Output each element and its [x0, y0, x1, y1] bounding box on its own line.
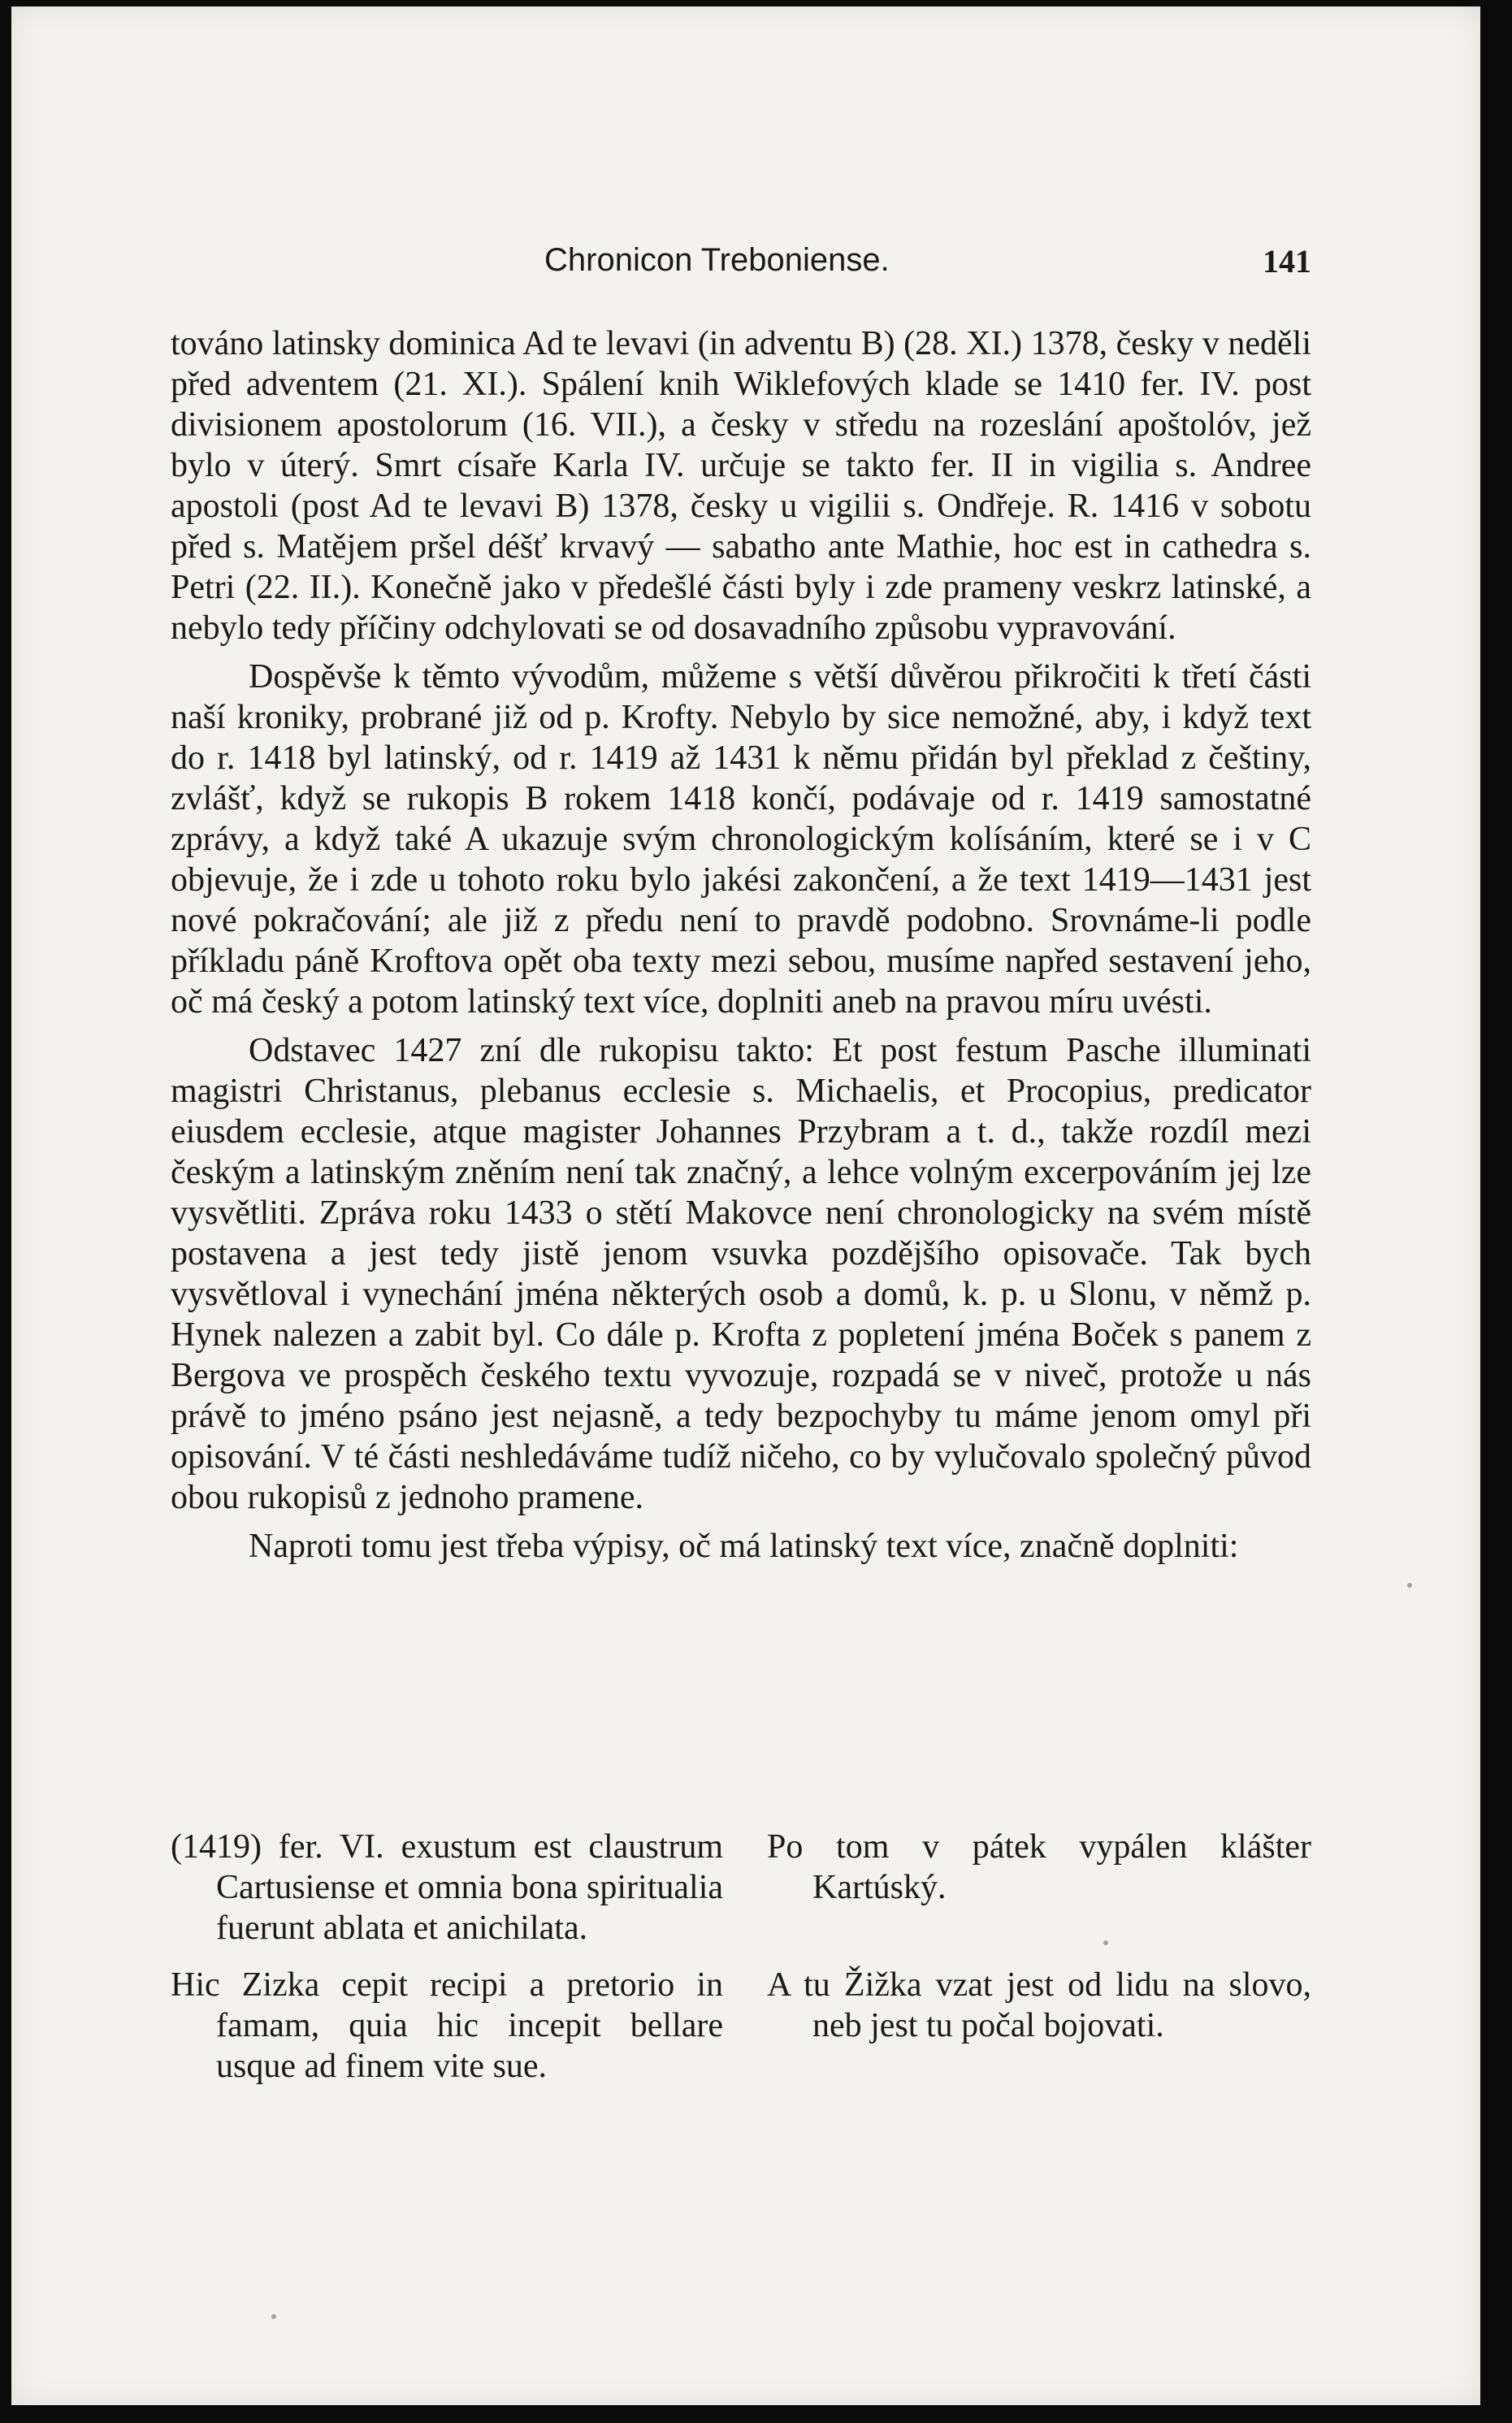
czech-entry: Po tom v pátek vypálen klášter Kartúský. — [767, 1828, 1311, 1906]
latin-entry: Hic Zizka cepit recipi a pretorio in famam, quia hic incepit bellare usque ad finem vite sue. — [171, 1966, 723, 2085]
czech-entry: A tu Žižka vzat jest od lidu na slovo, neb jest tu počal bojovati. — [767, 1966, 1311, 2044]
running-header — [171, 242, 1311, 299]
page-number: 141 — [1263, 243, 1311, 280]
parallel-entry — [171, 1827, 1311, 1948]
dust-speck — [1407, 1583, 1412, 1588]
paragraph-4: Naproti tomu jest třeba výpisy, oč má latinský text více, značně doplniti: — [249, 1528, 1239, 1565]
dust-speck — [271, 2314, 276, 2319]
paragraph-3: Odstavec 1427 zní dle rukopisu takto: Et post festum Pasche illuminati magistri Christanus, plebanus ecclesie s. Michaelis, et Procopius, predicator eiusdem ecclesie, atque magister Johannes Przybram a t. d., takže rozdíl mezi českým a latinským zněním není tak značný, a lehce volným excerpováním jej lze vysvětliti. Zpráva roku 1433 o stětí Makovce není chronologicky na svém místě postavena a jest tedy jistě jenom vsuvka pozdějšího opisovače. Tak bych vysvětloval i vynechání jména některých osob a domů, k. p. u Slonu, v němž p. Hynek nalezen a zabit byl. Co dále p. Krofta z popletení jména Boček s panem z Bergova ve prospěch českého textu vyvozuje, rozpadá se v niveč, protože u nás právě to jméno psáno jest nejasně, a tedy bezpochyby tu máme jenom omyl při opisování. V té části neshledáváme tudíž ničeho, co by vylučovalo společný původ obou rukopisů z jednoho pramene. — [171, 1032, 1311, 1516]
paragraph-1: továno latinsky dominica Ad te levavi (in adventu B) (28. XI.) 1378, česky v neděli před adventem (21. XI.). Spálení knih Wiklefových klade se 1410 fer. IV. post divisionem apostolorum (16. VII.), a česky v středu na rozeslání apoštolóv, jež bylo v úterý. Smrt císaře Karla IV. určuje se takto fer. II in vigilia s. Andree apostoli (post Ad te levavi B) 1378, česky u vigilii s. Ondřeje. R. 1416 v sobotu před s. Matějem pršel déšť krvavý — sabatho ante Mathie, hoc est in cathedra s. Petri (22. II.). Konečně jako v předešlé části byly i zde prameny veskrz latinské, a nebylo tedy příčiny odchylovati se od dosavadního způsobu vypravování. — [171, 325, 1311, 647]
parallel-columns — [171, 1827, 1311, 2103]
paragraph-2: Dospěvše k těmto vývodům, můžeme s větší důvěrou přikročiti k třetí části naší kroniky, probrané již od p. Krofty. Nebylo by sice nemožné, aby, i když text do r. 1418 byl latinský, od r. 1419 až 1431 k němu přidán byl překlad z češtiny, zvlášť, když se rukopis B rokem 1418 končí, podávaje od r. 1419 samostatné zprávy, a když také A ukazuje svým chronologickým kolísáním, které se i v C objevuje, že i zde u tohoto roku bylo jakési zakončení, a že text 1419—1431 jest nové pokračování; ale již z předu není to pravdě podobno. Srovnáme-li podle příkladu páně Kroftova opět oba texty mezi sebou, musíme napřed sestavení jeho, oč má český a potom latinský text více, doplniti aneb na pravou míru uvésti. — [171, 658, 1311, 1021]
latin-entry: (1419) fer. VI. exustum est claustrum Cartusiense et omnia bona spiritualia fuerunt ablata et anichilata. — [171, 1828, 723, 1947]
parallel-entry — [171, 1965, 1311, 2087]
page-sheet — [11, 7, 1480, 2405]
body-text — [171, 323, 1311, 1567]
running-title: Chronicon Treboniense. — [544, 242, 890, 278]
